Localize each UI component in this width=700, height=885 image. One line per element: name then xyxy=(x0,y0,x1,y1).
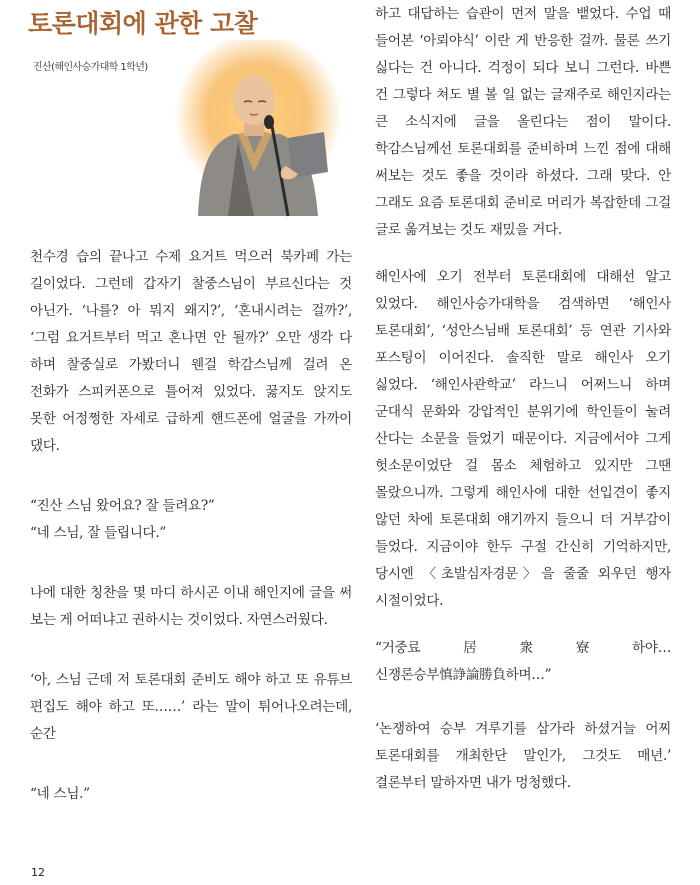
paragraph: 천수경 습의 끝나고 수제 요거트 먹으러 북카페 가는 길이었다. 그런데 갑자기 찰중스님이 부르신다는 것 아닌가. ‘나를? 아 뭐지 왜지?’, ‘혼내시려는 걸까?’, ‘그럼 요거트부터 먹고 혼나면 안 될까?’ 오만 생각 다 하며 찰중실로 가봤더니 웬걸 학감스님께 걸려 온 전화가 스피커폰으로 틀어져 있었다. 꿇지도 앉지도 못한 어정쩡한 자세로 급하게 핸드폰에 얼굴을 가까이 댔다. xyxy=(30,249,352,454)
paragraph: ‘논쟁하여 승부 겨루기를 삼가라 하셨거늘 어찌 토론대회를 개최한단 말인가, 그것도 매년.’ 결론부터 말하자면 내가 멍청했다. xyxy=(375,721,671,791)
paragraph: 나에 대한 칭찬을 몇 마디 하시곤 이내 해인지에 글을 써 보는 게 어떠냐고 권하시는 것이었다. 자연스러웠다. xyxy=(30,585,352,628)
author-byline: 진산(해인사승가대학 1학년) xyxy=(33,62,148,73)
right-column xyxy=(375,1,671,797)
dialogue-line: “네 스님, 잘 들립니다.” xyxy=(30,525,167,541)
paragraph: 하고 대답하는 습관이 먼저 말을 뱉었다. 수업 때 들어본 ‘아뢰야식’ 이란 게 반응한 걸까. 물론 쓰기 싫다는 건 아니다. 걱정이 되다 보니 그런다. 바쁜 건 그렇다 쳐도 별 볼 일 없는 글재주로 해인지라는 큰 소식지에 글을 올린다는 점이 말이다. 학감스님께선 토론대회를 준비하며 느낀 점에 대해 써보는 것도 좋을 것이라 하셨다. 그래 맞다. 안 그래도 요즘 토론대회 준비로 머리가 복잡한데 그걸 글로 옮겨보는 것도 재밌을 거다. xyxy=(375,6,671,238)
article-title: 토론대회에 관한 고찰 xyxy=(28,9,258,38)
page-number: 12 xyxy=(31,866,45,879)
dialogue-line: “네 스님.” xyxy=(30,786,90,802)
quotation: “거중료居衆寮하야… 신쟁론승부慎諍論勝負하며…” xyxy=(375,640,671,683)
tablet xyxy=(288,132,328,178)
paragraph: ‘아, 스님 근데 저 토론대회 준비도 해야 하고 또 유튜브 편집도 해야 하고 또……’ 라는 말이 튀어나오려는데, 순간 xyxy=(30,672,352,742)
paragraph: 해인사에 오기 전부터 토론대회에 대해선 알고 있었다. 해인사승가대학을 검색하면 ‘해인사 토론대회’, ‘성안스님배 토론대회’ 등 연관 기사와 포스팅이 이어진다. 솔직한 말로 해인사 오기 싫었다. ‘해인사관학교’ 라느니 어쩌느니 하며 군대식 문화와 강압적인 분위기에 학인들이 눌려 산다는 소문을 들었기 때문이다. 지금에서야 그게 헛소문이었단 걸 몸소 체험하고 있지만 그땐 몰랐으니까. 그렇게 해인사에 대한 선입견이 좋지 않던 차에 토론대회 얘기까지 들으니 더 거부감이 들었다. 지금이야 한두 구절 간신히 기억하지만, 당시엔 〈초발심자경문〉을 줄줄 외우던 행자 시절이었다. xyxy=(375,269,671,609)
left-column xyxy=(30,244,352,808)
dialogue-line: “진산 스님 왔어요? 잘 들려요?” xyxy=(30,498,215,514)
monk-illustration xyxy=(168,40,340,220)
microphone xyxy=(264,115,274,129)
